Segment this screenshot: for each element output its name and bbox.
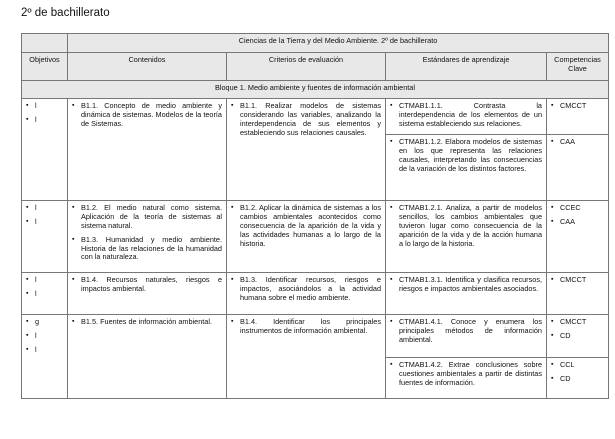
contenidos-cell: [68, 201, 227, 273]
criterio-cell: [227, 99, 386, 201]
competencia-item: ▪ CAA: [551, 218, 604, 227]
criterio-cell: [227, 201, 386, 273]
competencia-item: ▪ CCL: [551, 361, 604, 370]
competencias-cell: [547, 99, 609, 201]
objetivo-item: ▪ l: [26, 290, 63, 299]
objetivo-item: ▪ l: [26, 218, 63, 227]
header-objetivos: Objetivos: [22, 53, 68, 81]
subject-header: Ciencias de la Tierra y del Medio Ambiente. 2º de bachillerato: [68, 34, 609, 53]
contenidos-cell: [68, 273, 227, 315]
contenido-item: ▪ B1.2. El medio natural como sistema. Aplicación de la teoría de sistemas al sistema natural.: [72, 204, 222, 231]
competencias-cell: [547, 201, 609, 273]
criterio-cell: [227, 273, 386, 315]
table-row: [22, 315, 609, 399]
contenido-item: ▪ B1.3. Humanidad y medio ambiente. Historia de las relaciones de la humanidad con la naturaleza.: [72, 236, 222, 263]
contenido-item: ▪ B1.5. Fuentes de información ambiental.: [72, 318, 222, 327]
criterio-item: ▪ B1.2. Aplicar la dinámica de sistemas a los cambios ambientales acontecidos como consecuencia de la aparición de la vida y las actividades humanas a lo largo de la historia.: [231, 204, 381, 248]
objetivos-cell: [22, 273, 68, 315]
objetivo-item: ▪ g: [26, 318, 63, 327]
competencia-item: ▪ CMCCT: [551, 318, 604, 327]
estandares-cell: [386, 273, 547, 315]
header-contenidos: Contenidos: [68, 53, 227, 81]
contenido-item: ▪ B1.4. Recursos naturales, riesgos e impactos ambiental.: [72, 276, 222, 294]
contenidos-cell: [68, 99, 227, 201]
block-title: Bloque 1. Medio ambiente y fuentes de información ambiental: [22, 81, 609, 99]
competencia-item: ▪ CAA: [551, 138, 604, 147]
criterio-item: ▪ B1.1. Realizar modelos de sistemas considerando las variables, analizando la interdependencia de sus elementos y estableciendo sus relaciones causales.: [231, 102, 381, 138]
objetivo-item: ▪ l: [26, 346, 63, 355]
objetivo-item: ▪ l: [26, 204, 63, 213]
competencia-item: ▪ CMCCT: [551, 276, 604, 285]
table-row: [22, 273, 609, 315]
table-corner-cell: [22, 34, 68, 53]
estandares-cell: [386, 315, 547, 399]
competencia-item: ▪ CD: [551, 375, 604, 384]
objetivo-item: ▪ l: [26, 116, 63, 125]
header-competencias: Competencias Clave: [547, 53, 609, 81]
estandar-item: ▪ CTMAB1.1.1. Contrasta la interdependencia de los elementos de un sistema estableciendo sus relaciones.: [390, 102, 542, 129]
criterio-cell: [227, 315, 386, 399]
objetivos-cell: [22, 201, 68, 273]
competencias-cell: [547, 315, 609, 399]
contenidos-cell: [68, 315, 227, 399]
objetivo-item: ▪ l: [26, 332, 63, 341]
objetivo-item: ▪ l: [26, 102, 63, 111]
contenido-item: ▪ B1.1. Concepto de medio ambiente y dinámica de sistemas. Modelos de la teoría de Sistemas.: [72, 102, 222, 129]
competencia-item: ▪ CD: [551, 332, 604, 341]
criterio-item: ▪ B1.3. Identificar recursos, riesgos e impactos, asociándolos a la actividad humana sobre el medio ambiente.: [231, 276, 381, 303]
table-row: [22, 99, 609, 201]
curriculum-table: [21, 33, 609, 399]
objetivos-cell: [22, 315, 68, 399]
header-estandares: Estándares de aprendizaje: [386, 53, 547, 81]
estandar-item: ▪ CTMAB1.2.1. Analiza, a partir de modelos sencillos, los cambios ambientales que tuvieron lugar como consecuencia de la aparición de la vida y de la acción humana a lo largo de la historia.: [390, 204, 542, 248]
table-row: [22, 201, 609, 273]
objetivos-cell: [22, 99, 68, 201]
estandares-cell: [386, 201, 547, 273]
criterio-item: ▪ B1.4. Identificar los principales instrumentos de información ambiental.: [231, 318, 381, 336]
estandar-item: ▪ CTMAB1.3.1. Identifica y clasifica recursos, riesgos e impactos ambientales asociados.: [390, 276, 542, 294]
header-criterios: Criterios de evaluación: [227, 53, 386, 81]
objetivo-item: ▪ l: [26, 276, 63, 285]
competencia-item: ▪ CCEC: [551, 204, 604, 213]
estandar-item: ▪ CTMAB1.4.2. Extrae conclusiones sobre cuestiones ambientales a partir de distintas fuentes de información.: [390, 361, 542, 388]
competencia-item: ▪ CMCCT: [551, 102, 604, 111]
estandares-cell: [386, 99, 547, 201]
page-title: 2º de bachillerato: [21, 7, 110, 19]
competencias-cell: [547, 273, 609, 315]
estandar-item: ▪ CTMAB1.1.2. Elabora modelos de sistemas en los que representa las relaciones causales, interpretando las consecuencias de la variación de los distintos factores.: [390, 138, 542, 174]
estandar-item: ▪ CTMAB1.4.1. Conoce y enumera los principales métodos de información ambiental.: [390, 318, 542, 345]
